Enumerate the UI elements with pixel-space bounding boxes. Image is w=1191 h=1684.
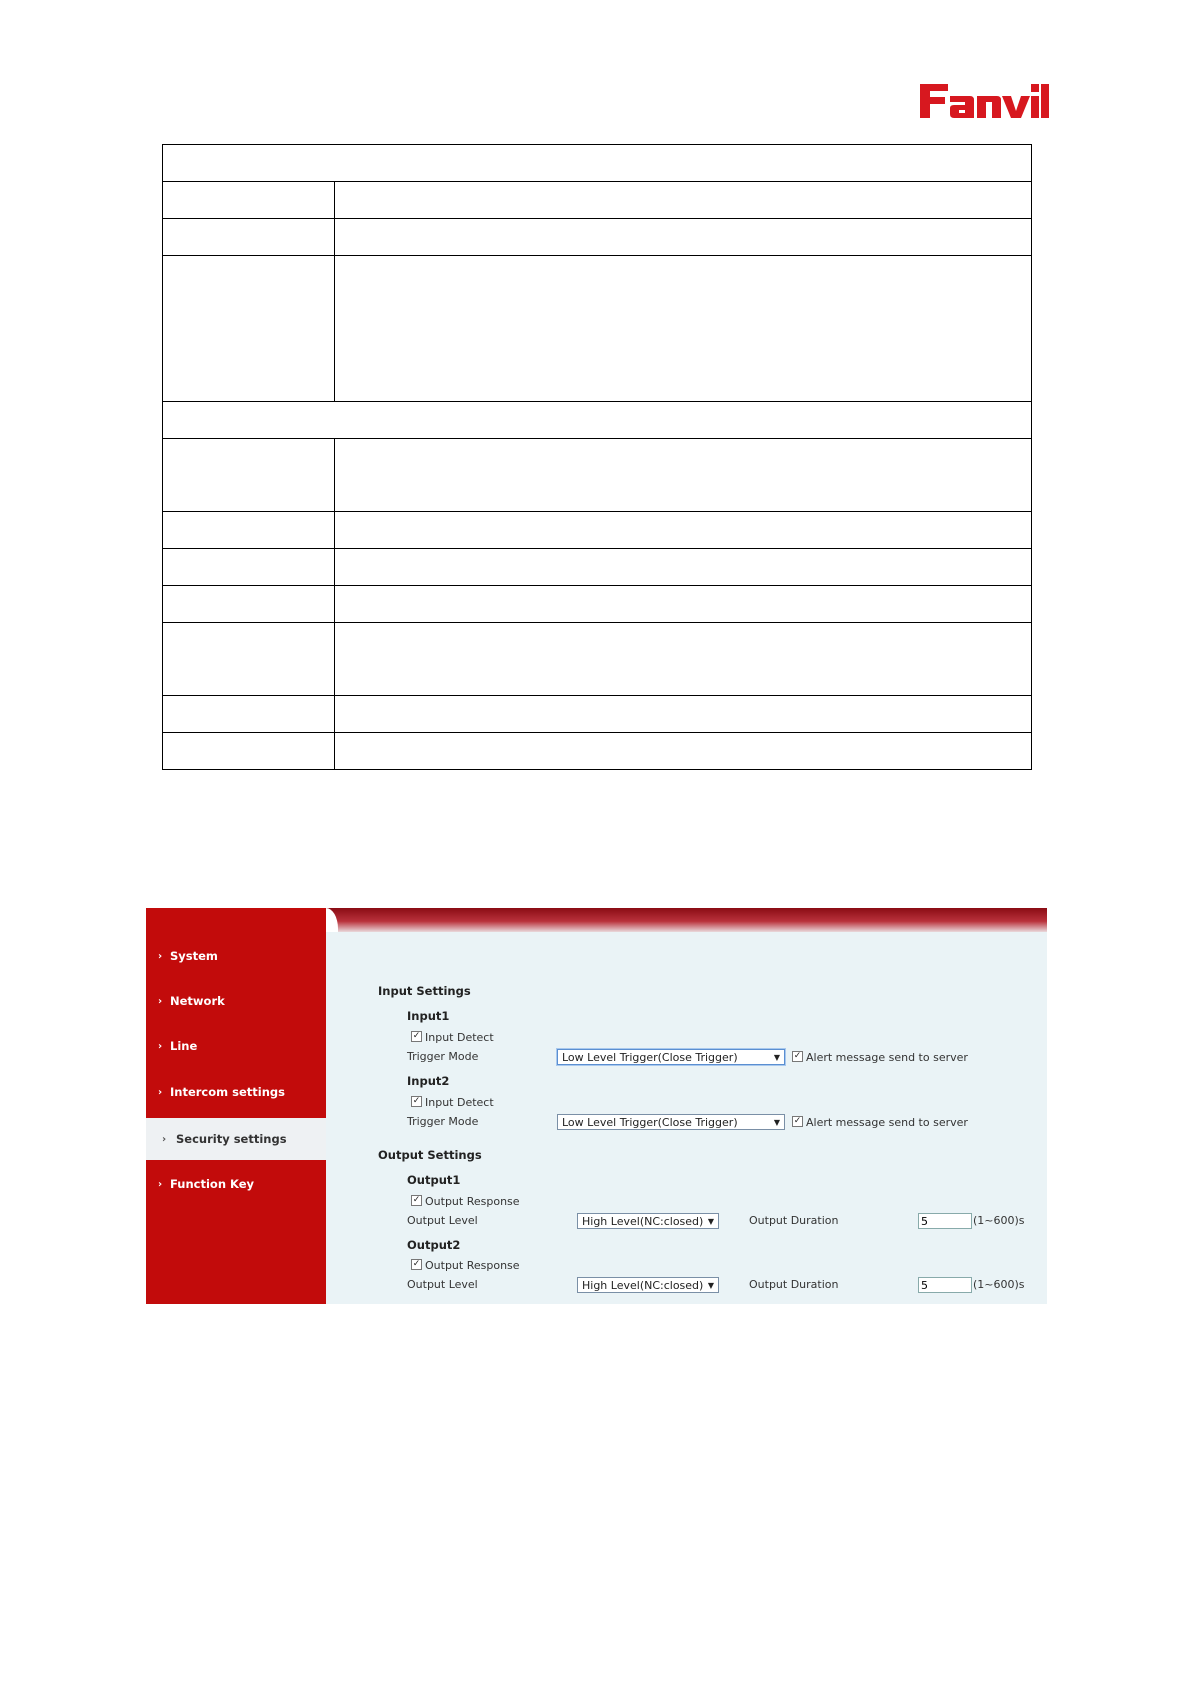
table-row (163, 586, 1032, 623)
select-value: High Level(NC:closed) (582, 1215, 704, 1228)
chevron-right-icon: › (162, 1133, 167, 1145)
table-cell (335, 586, 1032, 623)
table-cell (163, 182, 335, 219)
input2-trigger-select[interactable] (557, 1114, 785, 1130)
input2-detect-label: Input Detect (425, 1096, 494, 1109)
output1-duration-range: (1~600)s (973, 1214, 1025, 1227)
security-settings-screenshot (146, 908, 1047, 1304)
chevron-right-icon: › (158, 995, 163, 1007)
output2-duration-input[interactable] (918, 1277, 972, 1293)
dropdown-arrow-icon: ▼ (773, 1118, 780, 1127)
sidebar-item-label: Security settings (176, 1132, 287, 1146)
sidebar-item-system[interactable] (146, 936, 326, 976)
top-bar (326, 908, 1047, 932)
table-row (163, 733, 1032, 770)
table-row (163, 439, 1032, 512)
input2-alert-label: Alert message send to server (806, 1116, 968, 1129)
table-cell (163, 586, 335, 623)
input1-trigger-label: Trigger Mode (407, 1050, 479, 1063)
table-cell (335, 219, 1032, 256)
table-cell (163, 439, 335, 512)
input1-alert-label: Alert message send to server (806, 1051, 968, 1064)
table-cell (335, 696, 1032, 733)
table-row (163, 219, 1032, 256)
sidebar-item-intercom-settings[interactable] (146, 1072, 326, 1112)
table-cell (163, 219, 335, 256)
document-table (162, 144, 1032, 770)
table-cell (163, 733, 335, 770)
sidebar-item-label: System (170, 949, 218, 963)
input1-alert-checkbox[interactable]: ✓ (793, 1051, 802, 1061)
svg-text:Fanvil: Fanvil (918, 78, 921, 79)
chevron-right-icon: › (158, 950, 163, 962)
output1-response-checkbox[interactable]: ✓ (412, 1195, 421, 1205)
select-value: Low Level Trigger(Close Trigger) (562, 1116, 738, 1129)
chevron-right-icon: › (158, 1040, 163, 1052)
table-cell (335, 512, 1032, 549)
table-cell (335, 623, 1032, 696)
sidebar-item-label: Network (170, 994, 225, 1008)
table-row (163, 696, 1032, 733)
input-settings-title: Input Settings (378, 984, 471, 998)
table-cell (163, 402, 1032, 439)
sidebar-item-network[interactable] (146, 981, 326, 1021)
select-value: High Level(NC:closed) (582, 1279, 704, 1292)
select-value: Low Level Trigger(Close Trigger) (562, 1051, 738, 1064)
output1-response-label: Output Response (425, 1195, 520, 1208)
table-cell (163, 145, 1032, 182)
table-row (163, 145, 1032, 182)
output1-level-select[interactable] (577, 1213, 719, 1229)
table-cell (335, 182, 1032, 219)
table-cell (163, 256, 335, 402)
table-cell (335, 256, 1032, 402)
table-row (163, 402, 1032, 439)
fanvil-logo (918, 78, 1050, 122)
input2-trigger-label: Trigger Mode (407, 1115, 479, 1128)
table-row (163, 182, 1032, 219)
table-row (163, 549, 1032, 586)
dropdown-arrow-icon: ▼ (773, 1053, 780, 1062)
sidebar-item-line[interactable] (146, 1026, 326, 1066)
table-cell (335, 439, 1032, 512)
table-row (163, 512, 1032, 549)
sidebar-item-security-settings[interactable] (146, 1118, 326, 1160)
dropdown-arrow-icon: ▼ (707, 1217, 714, 1226)
sidebar-item-function-key[interactable] (146, 1164, 326, 1204)
output-settings-title: Output Settings (378, 1148, 482, 1162)
table-cell (335, 549, 1032, 586)
table-row (163, 623, 1032, 696)
input2-title: Input2 (407, 1074, 450, 1088)
output1-title: Output1 (407, 1173, 461, 1187)
table-row (163, 256, 1032, 402)
input1-detect-checkbox[interactable]: ✓ (412, 1031, 421, 1041)
output1-level-label: Output Level (407, 1214, 478, 1227)
input2-detect-checkbox[interactable]: ✓ (412, 1096, 421, 1106)
output2-response-checkbox[interactable]: ✓ (412, 1259, 421, 1269)
table-cell (335, 733, 1032, 770)
output2-response-label: Output Response (425, 1259, 520, 1272)
input1-title: Input1 (407, 1009, 450, 1023)
table-cell (163, 696, 335, 733)
output2-title: Output2 (407, 1238, 461, 1252)
chevron-right-icon: › (158, 1178, 163, 1190)
table-cell (163, 623, 335, 696)
output1-duration-input[interactable] (918, 1213, 972, 1229)
output2-duration-range: (1~600)s (973, 1278, 1025, 1291)
input1-detect-label: Input Detect (425, 1031, 494, 1044)
dropdown-arrow-icon: ▼ (707, 1281, 714, 1290)
table-cell (163, 512, 335, 549)
chevron-right-icon: › (158, 1086, 163, 1098)
sidebar-item-label: Line (170, 1039, 198, 1053)
table-cell (163, 549, 335, 586)
sidebar-item-label: Intercom settings (170, 1085, 285, 1099)
output2-level-label: Output Level (407, 1278, 478, 1291)
output1-duration-label: Output Duration (749, 1214, 839, 1227)
output2-duration-label: Output Duration (749, 1278, 839, 1291)
output2-level-select[interactable] (577, 1277, 719, 1293)
input2-alert-checkbox[interactable]: ✓ (793, 1116, 802, 1126)
input1-trigger-select[interactable] (557, 1049, 785, 1065)
sidebar-item-label: Function Key (170, 1177, 255, 1191)
